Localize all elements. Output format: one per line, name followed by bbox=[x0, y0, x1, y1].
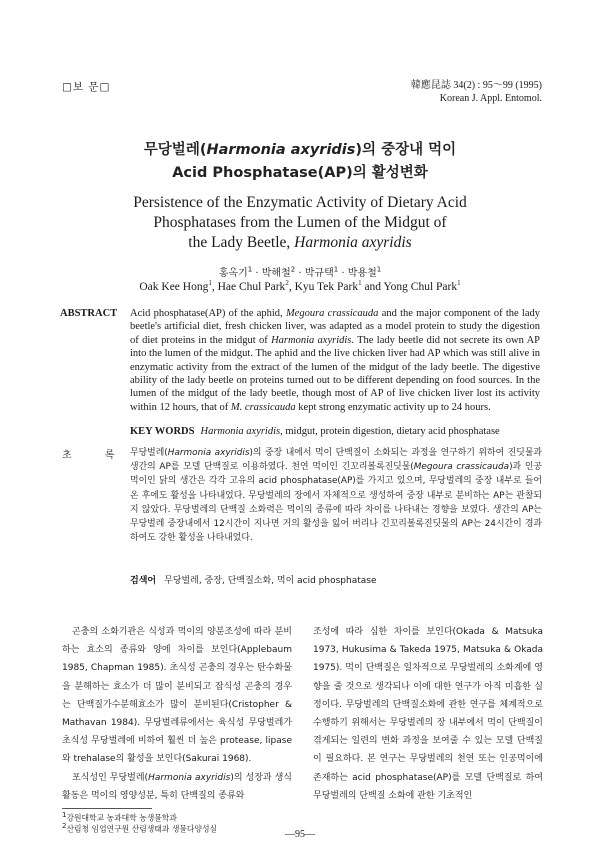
title-en-species: Harmonia axyridis bbox=[294, 234, 412, 251]
journal-citation bbox=[411, 79, 542, 105]
title-en-line2: Phosphatases from the Lumen of the Midgut of bbox=[153, 214, 447, 231]
footnote-divider bbox=[62, 808, 152, 809]
page-number: —95— bbox=[285, 829, 315, 840]
body-right-column bbox=[313, 623, 543, 805]
korean-keywords: 검색어 무당벌레, 중장, 단백질소화, 먹이 acid phosphatase bbox=[130, 576, 377, 586]
title-en-line3: the Lady Beetle, Harmonia axyridis bbox=[188, 234, 412, 251]
journal-citation-ko: 韓應昆誌 34(2) : 95～99 (1995) bbox=[410, 80, 542, 91]
korean-keywords-label: 검색어 bbox=[130, 576, 157, 586]
title-ko-species: Harmonia axyridis bbox=[206, 142, 356, 158]
body-paragraph: 조성에 따라 심한 차이를 보인다(Okada & Matsuka 1973, Hukusima & Takeda 1975, Matsuka & Okada 1975). 먹이 단백질은 일차적으로 무당벌레의 소화계에 영향을 줄 것으로 생각되나 이에 대한 연구가 아직 미흡한 실정이다. 무당벌레의 단백질소화에 관한 연구를 체계적으로 수행하기 위해서는 무당벌레의 장 내부에서 먹이 단백질이 겪게되는 일련의 변화 과정을 보여줄 수 있는 모델 단백질이 필요하다. 본 연구는 무당벌레의 천연 또는 인공먹이에 존재하는 acid phosphatase(AP)를 모델 단백질로 하여 무당벌레의 단백질 소화에 관한 기초적인 bbox=[313, 627, 543, 801]
body-paragraph: 포식성인 무당벌레(Harmonia axyridis)의 성장과 생식활동은 먹이의 영양성분, 특히 단백질의 종류와 bbox=[62, 772, 292, 801]
authors-en: Oak Kee Hong$^1$, Hae Chul Park$^2$, Kyu Tek Park$^1$ and Yong Chul Park$^1$ bbox=[139, 279, 461, 293]
title-en-line1: Persistence of the Enzymatic Activity of Dietary Acid bbox=[133, 194, 467, 211]
footnote-2: $^2$산림청 임업연구원 산림생태과 생물다양성실 bbox=[62, 822, 218, 834]
abstract-text: Acid phosphatase(AP) of the aphid, Megoura crassicauda and the major component of the lady beetle's artificial diet, fresh chicken liver, was adapted as a model protein to study the digestion of diet proteins in the midgut of Harmonia axyridis. The lady beetle did not secrete its own AP into the lumen of the midgut. The aphid and the live chicken liver had AP which was still alive in enzymatic activity from the extract of the lumen of the midgut of the lady beetle. The digestive ability of the lady beetle on proteins turned out to be different depending on food sources. In the lumen of the midgut of the lady beetle, though most of AP of live chicken liver lost its activity within 12 hours, that of M. crassicauda kept strong enzymatic activity up to 24 hours. bbox=[130, 308, 541, 413]
korean-abstract-label: 초 록 bbox=[62, 450, 130, 461]
section-label: □보 문□ bbox=[62, 81, 111, 93]
title-ko-line1: 무당벌레(Harmonia axyridis)의 중장내 먹이 bbox=[143, 142, 457, 158]
keywords: KEY WORDS Harmonia axyridis, midgut, protein digestion, dietary acid phosphatase bbox=[130, 426, 500, 437]
title-ko-line2: Acid Phosphatase(AP)의 활성변화 bbox=[172, 165, 428, 181]
abstract-label: ABSTRACT bbox=[60, 308, 118, 319]
keywords-label: KEY WORDS bbox=[130, 426, 195, 437]
journal-citation-en: Korean J. Appl. Entomol. bbox=[439, 93, 542, 104]
body-paragraph: 곤충의 소화기관은 식성과 먹이의 양분조성에 따라 분비하는 효소의 종류와 양에 차이를 보인다(Applebaum 1985, Chapman 1985). 초식성 곤충의 경우는 탄수화물을 분해하는 효소가 더 많이 분비되고 잡식성 곤충의 경우는 단백질가수분해효소가 많이 분비된다(Cristopher & Mathavan 1984). 무당벌레류에서는 육식성 무당벌레가 초식성 무당벌레에 비하여 훨씬 더 높은 protease, lipase와 trehalase의 활성을 보인다(Sakurai 1968). bbox=[62, 627, 292, 765]
authors-ko: 홍옥기$^1$ · 박해철$^2$ · 박규택$^1$ · 박용철$^1$ bbox=[218, 265, 382, 279]
korean-abstract-text: 무당벌레(Harmonia axyridis)의 중장 내에서 먹이 단백질이 소화되는 과정을 연구하기 위하여 진딧물과 생간의 AP를 모델 단백질로 이용하였다. 천연 먹이인 긴꼬리볼록진딧물(Megoura crassicauda)과 인공먹이인 닭의 생간은 각각 고유의 acid phosphatase(AP)를 가지고 있으며, 무당벌레의 중장 내부로 들어온 후에도 활성을 나타내었다. 무당벌레의 장에서 자체적으로 생성하여 중장 내부로 분비하는 AP는 관찰되지 않았다. 무당벌레의 단백질 소화력은 먹이의 종류에 따라 차이를 나타내는 경향을 보였다. 생간의 AP는 무당벌레 중장내에서 12시간이 지나면 거의 활성을 잃어 버리나 긴꼬리볼록진딧물의 AP는 24시간이 경과하여도 강한 활성을 나타내었다. bbox=[130, 448, 542, 544]
footnote-1: $^1$강원대학교 농과대학 농생물학과 bbox=[62, 811, 177, 823]
body-left-column bbox=[62, 623, 292, 805]
